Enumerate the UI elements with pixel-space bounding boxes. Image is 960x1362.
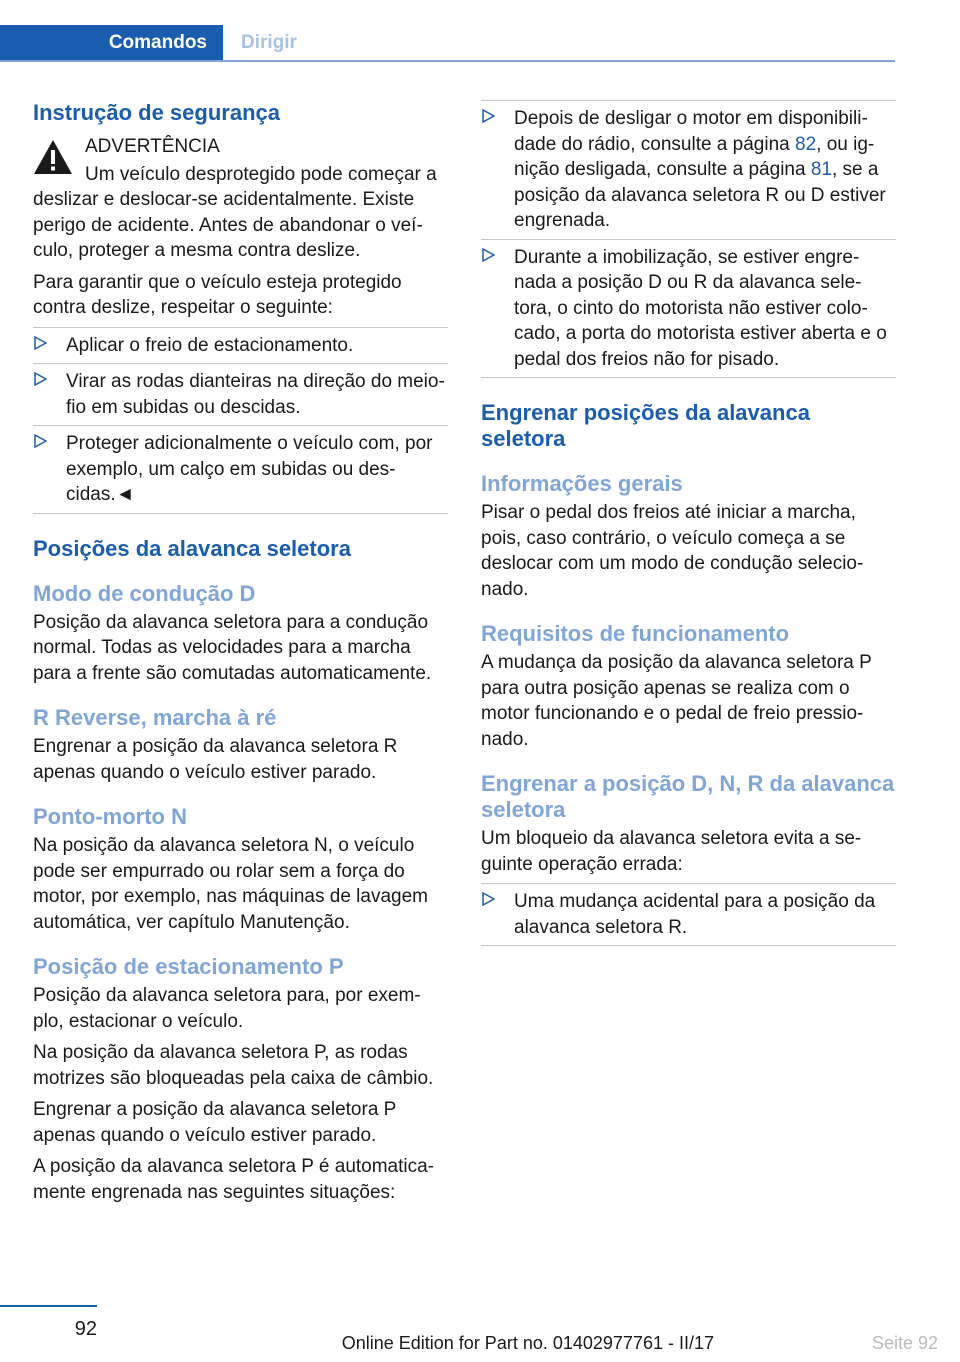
triangle-bullet-icon xyxy=(481,248,495,262)
list-item xyxy=(33,327,448,364)
edition-footer: Online Edition for Part no. 01402977761 - II/17 xyxy=(341,1333,714,1353)
list-item-text: Uma mudança acidental para a posição da alavanca seletora R. xyxy=(514,891,876,938)
list-item-text: Aplicar o freio de estacionamento. xyxy=(66,334,354,356)
list-item-text: , ou ig‐nição desligada, consulte a página xyxy=(514,133,875,180)
list-item xyxy=(481,883,896,946)
list-item-text: Proteger adicionalmente o veículo com, por exemplo, um calço em subidas ou des‐cidas.◄ xyxy=(66,433,433,505)
page-link-81[interactable]: 81 xyxy=(810,159,832,180)
protect-list xyxy=(33,327,448,514)
heading-engage: Engrenar posições da alavanca seletora xyxy=(481,400,810,451)
heading-positions: Posições da alavanca seletora xyxy=(33,535,351,561)
warning-text xyxy=(33,162,448,264)
heading-safety: Instrução de segurança xyxy=(33,100,280,125)
tab-dirigir[interactable] xyxy=(241,25,297,60)
drive-text: Posição da alavanca seletora para a condução normal. Todas as velocidades para a marcha para a frente são comutadas automaticamente. xyxy=(33,611,432,684)
triangle-bullet-icon xyxy=(481,892,495,906)
heading-neutral: Ponto-morto N xyxy=(33,804,187,829)
heading-general: Informações gerais xyxy=(481,471,683,496)
left-column xyxy=(33,100,448,1211)
tab-comandos[interactable] xyxy=(0,25,223,60)
reverse-text: Engrenar a posição da alavanca seletora R apenas quando o veículo estiver parado. xyxy=(33,736,398,783)
list-item xyxy=(33,425,448,514)
list-item-text: Depois de desligar o motor em disponibili‐dade do rádio, consulte a página xyxy=(514,108,868,155)
triangle-bullet-icon xyxy=(33,336,47,350)
tab-comandos-label: Comandos xyxy=(108,31,207,53)
general-text: Pisar o pedal dos freios até iniciar a marcha, pois, caso contrário, o veículo começa a se deslocar com um modo de condução selecio‐nado. xyxy=(481,502,864,600)
tab-underline xyxy=(0,60,895,62)
neutral-text: Na posição da alavanca seletora N, o veículo pode ser empurrado ou rolar sem a força do motor, por exemplo, nas máquinas de lavagem automática, ver capítulo Manutenção. xyxy=(33,835,428,933)
list-item-text: Durante a imobilização, se estiver engre‐nada a posição D ou R da alavanca sele‐tora, o cinto do motorista não estiver colo‐cado, a porta do motorista estiver aberta e o pedal dos freios não for pisado. xyxy=(514,246,887,370)
page-link-82[interactable]: 82 xyxy=(795,133,817,155)
warning-block xyxy=(33,134,448,160)
heading-park: Posição de estacionamento P xyxy=(33,954,344,979)
protect-intro: Para garantir que o veículo esteja protegido contra deslize, respeitar o seguinte: xyxy=(33,271,402,318)
warning-title: ADVERTÊNCIA xyxy=(85,136,220,157)
chapter-tabs xyxy=(0,25,895,62)
warning-triangle-icon xyxy=(33,139,73,175)
list-item xyxy=(33,363,448,425)
tab-dirigir-label: Dirigir xyxy=(241,31,297,53)
park-text-4: A posição da alavanca seletora P é automatica‐mente engrenada nas seguintes situações: xyxy=(33,1156,435,1203)
list-item-text: Virar as rodas dianteiras na direção do meio-fio em subidas ou descidas. xyxy=(66,371,445,418)
triangle-bullet-icon xyxy=(481,109,495,123)
park-text-2: Na posição da alavanca seletora P, as rodas motrizes são bloqueadas pela caixa de câmbio. xyxy=(33,1042,434,1089)
park-text-1: Posição da alavanca seletora para, por exem‐plo, estacionar o veículo. xyxy=(33,985,421,1032)
warning-text-content: Um veículo desprotegido pode começar a deslizar e deslocar-se acidentalmente. Existe perigo de acidente. Antes de abandonar o veí‐culo, proteger a mesma contra deslize. xyxy=(33,163,437,261)
list-item-text: , se a posição da alavanca seletora R ou D estiver engrenada. xyxy=(514,159,886,231)
page-number-rule xyxy=(0,1305,97,1307)
dnr-list xyxy=(481,883,896,946)
list-item xyxy=(481,100,896,239)
watermark: Seite 92 xyxy=(871,1333,938,1353)
heading-requirements: Requisitos de funcionamento xyxy=(481,621,790,646)
heading-dnr: Engrenar a posição D, N, R da alavanca seletora xyxy=(481,771,895,822)
heading-drive: Modo de condução D xyxy=(33,580,256,606)
heading-reverse: R Reverse, marcha à ré xyxy=(33,705,277,730)
page-number: 92 xyxy=(74,1318,97,1340)
right-column xyxy=(481,100,896,952)
park-text-3: Engrenar a posição da alavanca seletora P apenas quando o veículo estiver parado. xyxy=(33,1099,397,1146)
dnr-text: Um bloqueio da alavanca seletora evita a se‐guinte operação errada: xyxy=(481,828,862,875)
triangle-bullet-icon xyxy=(33,434,47,448)
triangle-bullet-icon xyxy=(33,372,47,386)
list-item xyxy=(481,239,896,379)
requirements-text: A mudança da posição da alavanca seletora P para outra posição apenas se realiza com o motor funcionando e o pedal de freio pressio‐nado. xyxy=(481,652,872,750)
park-situations-list xyxy=(481,100,896,378)
